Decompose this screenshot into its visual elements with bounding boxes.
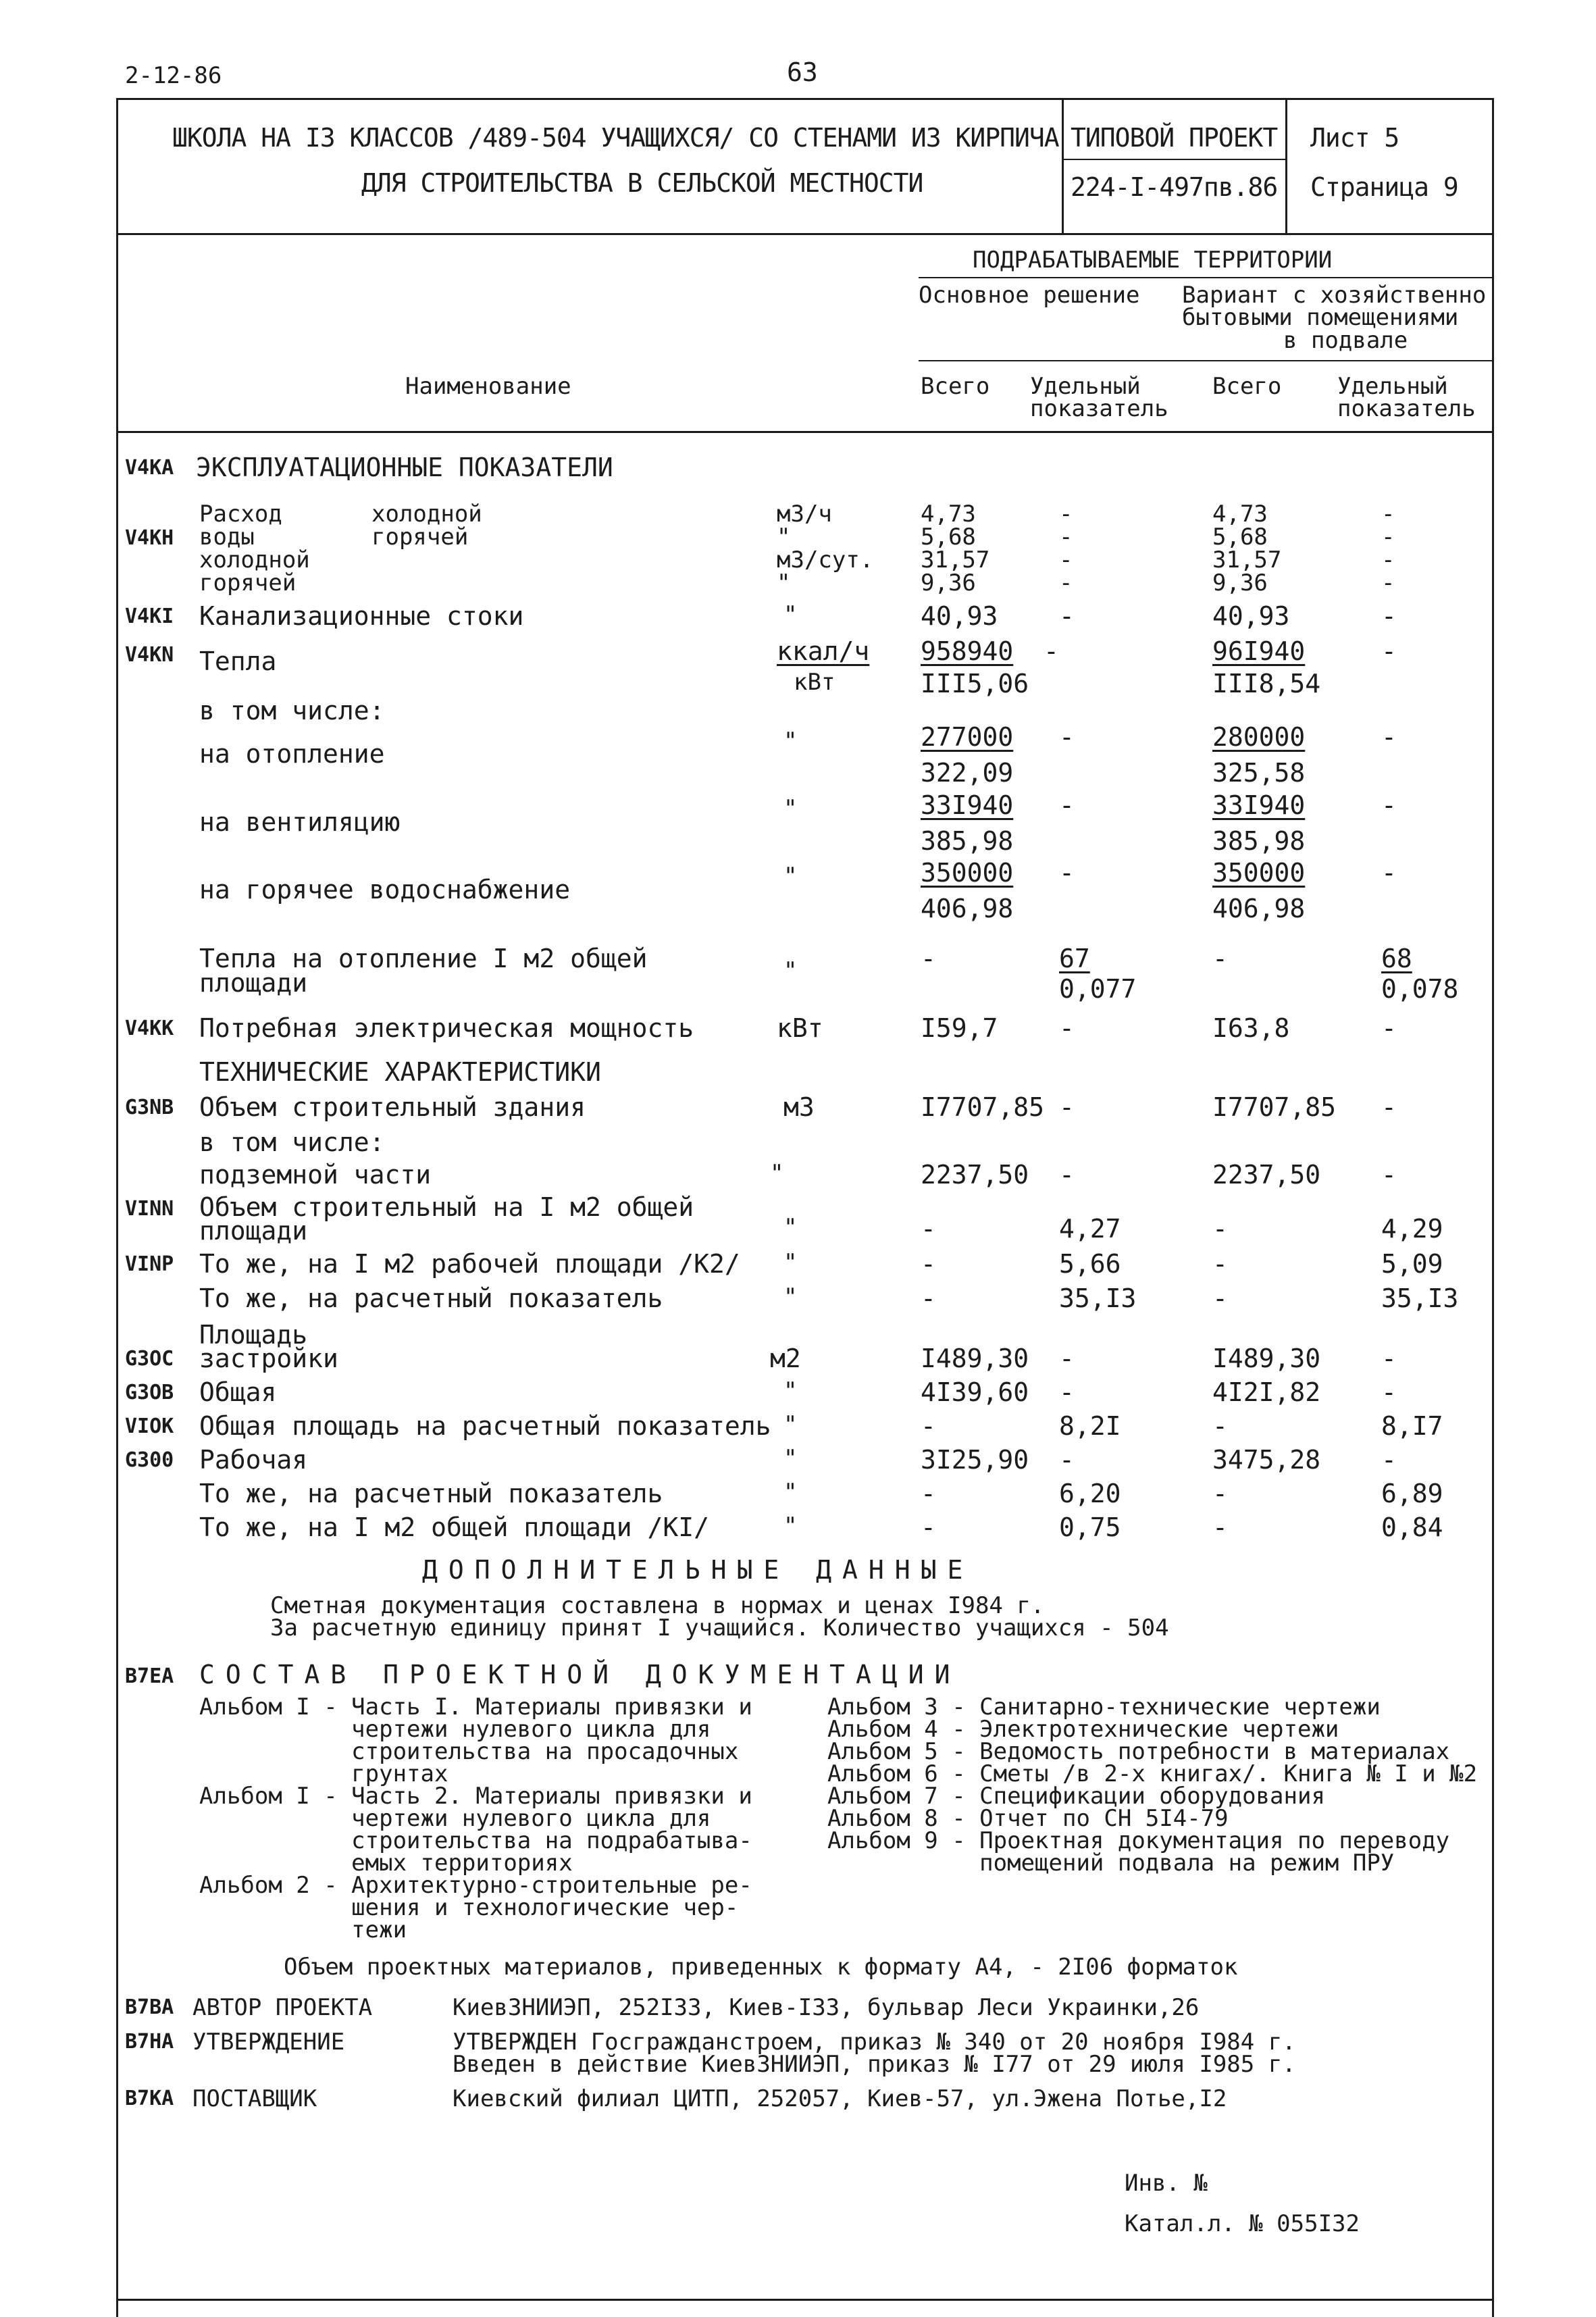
cell: - bbox=[1044, 636, 1059, 666]
composition-item: строительства на просадочных bbox=[199, 1738, 739, 1765]
row-label: площади bbox=[199, 1216, 308, 1246]
stamp-title-line2: ДЛЯ СТРОИТЕЛЬСТВА В СЕЛЬСКОЙ МЕСТНОСТИ bbox=[361, 168, 923, 198]
cell: 8,2I bbox=[1059, 1411, 1121, 1441]
cell: - bbox=[1381, 858, 1397, 888]
unit: " bbox=[783, 1249, 798, 1276]
composition-item: Альбом 3 - Санитарно-технические чертежи bbox=[827, 1694, 1381, 1721]
cell: 67 bbox=[1059, 944, 1090, 973]
header-variant-line1: Вариант с хозяйственно bbox=[1182, 282, 1487, 309]
header-spec-1-line2: показатель bbox=[1030, 395, 1168, 422]
additional-line-1: Сметная документация составлена в нормах и ценах I984 г. bbox=[270, 1592, 1045, 1619]
composition-item: Альбом 9 - Проектная документация по переводу bbox=[827, 1827, 1450, 1854]
row-label: в том числе: bbox=[199, 696, 385, 725]
cell: - bbox=[921, 1214, 936, 1244]
cell: 385,98 bbox=[921, 826, 1014, 856]
row-code: V4КН bbox=[125, 526, 174, 550]
unit: " bbox=[783, 795, 798, 822]
cell: I7707,85 bbox=[921, 1092, 1045, 1122]
header-total-1: Всего bbox=[921, 373, 990, 400]
cell: 0,75 bbox=[1059, 1512, 1121, 1542]
cell: - bbox=[1059, 569, 1073, 596]
cell: 33I940 bbox=[921, 790, 1014, 820]
header-variant-line3: в подвале bbox=[1283, 327, 1408, 354]
row-code: V4КА bbox=[125, 456, 174, 480]
unit: " bbox=[770, 1160, 784, 1187]
cell: - bbox=[1381, 1445, 1397, 1475]
composition-volume: Объем проектных материалов, приведенных к формату А4, - 2I06 форматок bbox=[284, 1954, 1238, 1981]
cell: - bbox=[1381, 501, 1395, 528]
row-label: на горячее водоснабжение bbox=[199, 875, 571, 905]
unit: " bbox=[783, 1214, 798, 1241]
composition-item: строительства на подрабатыва- bbox=[199, 1827, 752, 1854]
author-label: АВТОР ПРОЕКТА bbox=[192, 1994, 373, 2021]
cell: - bbox=[1059, 601, 1075, 631]
cell: - bbox=[1381, 636, 1397, 666]
row-code: В7КА bbox=[125, 2087, 174, 2110]
row-label: подземной части bbox=[199, 1160, 432, 1190]
cell: 385,98 bbox=[1212, 826, 1306, 856]
row-label: Канализационные стоки bbox=[199, 601, 524, 631]
cell: 6,89 bbox=[1381, 1479, 1443, 1508]
row-label: То же, на I м2 рабочей площади /К2/ bbox=[199, 1249, 740, 1279]
cell: - bbox=[921, 1512, 936, 1542]
composition-item: Альбом 2 - Архитектурно-строительные ре- bbox=[199, 1872, 752, 1899]
unit: м3/ч bbox=[777, 501, 832, 528]
cell: I489,30 bbox=[921, 1344, 1029, 1373]
header-total-2: Всего bbox=[1212, 373, 1282, 400]
row-label: То же, на расчетный показатель bbox=[199, 1283, 663, 1313]
row-code: G300 bbox=[125, 1448, 174, 1472]
row-label: То же, на I м2 общей площади /КI/ bbox=[199, 1512, 709, 1542]
cell: 40,93 bbox=[1212, 601, 1290, 631]
composition-item: чертежи нулевого цикла для bbox=[199, 1716, 711, 1743]
cell: 35,I3 bbox=[1059, 1283, 1137, 1313]
row-label: Площадь bbox=[199, 1320, 308, 1350]
cell: - bbox=[1212, 1283, 1228, 1313]
row-label: на вентиляцию bbox=[199, 807, 401, 837]
cell: - bbox=[1381, 1377, 1397, 1407]
unit: " bbox=[777, 569, 791, 596]
cell: 958940 bbox=[921, 636, 1014, 666]
cell: 4,27 bbox=[1059, 1214, 1121, 1244]
cell: - bbox=[1059, 722, 1075, 752]
header-group: ПОДРАБАТЫВАЕМЫЕ ТЕРРИТОРИИ bbox=[973, 247, 1333, 274]
row-code: В7ЕА bbox=[125, 1664, 174, 1688]
header-name: Наименование bbox=[405, 373, 571, 400]
cell: - bbox=[1212, 944, 1228, 973]
unit: " bbox=[783, 1411, 798, 1438]
cell: 0,078 bbox=[1381, 974, 1459, 1004]
cell: - bbox=[1381, 524, 1395, 551]
row-label: холодной bbox=[199, 546, 310, 574]
unit: " bbox=[783, 1479, 798, 1506]
cell: 5,68 bbox=[1212, 524, 1268, 551]
unit: " bbox=[783, 1445, 798, 1472]
stamp-bottom-line bbox=[116, 233, 1494, 235]
row-label: То же, на расчетный показатель bbox=[199, 1479, 663, 1508]
catalog-sheet-number: Катал.л. № 055I32 bbox=[1125, 2210, 1360, 2237]
row-label: площади bbox=[199, 968, 308, 998]
row-code: G3OB bbox=[125, 1381, 174, 1404]
cell: 5,09 bbox=[1381, 1249, 1443, 1279]
composition-item: тежи bbox=[199, 1916, 407, 1943]
cell: - bbox=[1381, 790, 1397, 820]
cell: - bbox=[1059, 858, 1075, 888]
row-label: Тепла bbox=[199, 646, 277, 676]
header-main: Основное решение bbox=[919, 282, 1140, 309]
unit: " bbox=[783, 1283, 798, 1310]
cell: 8,I7 bbox=[1381, 1411, 1443, 1441]
author-text: КиевЗНИИЭП, 252I33, Киев-I33, бульвар Леси Украинки,26 bbox=[453, 1994, 1200, 2021]
cell: - bbox=[1381, 569, 1395, 596]
supplier-text: Киевский филиал ЦИТП, 252057, Киев-57, ул.Эжена Потье,I2 bbox=[453, 2085, 1227, 2112]
cell: 31,57 bbox=[921, 546, 990, 574]
stamp-project-code: 224-I-497пв.86 bbox=[1071, 172, 1278, 202]
approval-line-1: УТВЕРЖДЕН Госгражданстроем, приказ № 340 от 20 ноября I984 г. bbox=[453, 2029, 1296, 2056]
cell: 0,84 bbox=[1381, 1512, 1443, 1542]
unit: " bbox=[783, 1512, 798, 1539]
cell: 350000 bbox=[1212, 858, 1306, 888]
row-code: В7ВА bbox=[125, 1995, 174, 2019]
cell: 350000 bbox=[921, 858, 1014, 888]
page-number: 63 bbox=[787, 57, 818, 87]
cell: - bbox=[1212, 1411, 1228, 1441]
cell: - bbox=[1059, 1160, 1075, 1190]
cell: 406,98 bbox=[921, 894, 1014, 923]
approval-label: УТВЕРЖДЕНИЕ bbox=[192, 2029, 345, 2056]
cell: - bbox=[1381, 1160, 1397, 1190]
row-label: Тепла на отопление I м2 общей bbox=[199, 944, 648, 973]
cell: - bbox=[1212, 1214, 1228, 1244]
header-sub-line bbox=[919, 360, 1492, 361]
unit: м3 bbox=[783, 1092, 815, 1122]
cell: III8,54 bbox=[1212, 669, 1321, 698]
composition-item: Альбом 7 - Спецификации оборудования bbox=[827, 1783, 1325, 1810]
stamp-divider-h bbox=[1062, 159, 1287, 160]
section-title: ТЕХНИЧЕСКИЕ ХАРАКТЕРИСТИКИ bbox=[199, 1057, 601, 1087]
cell: - bbox=[1059, 546, 1073, 574]
unit: ккал/ч bbox=[777, 636, 870, 666]
cell: - bbox=[1212, 1249, 1228, 1279]
cell: 33I940 bbox=[1212, 790, 1306, 820]
composition-item: помещений подвала на режим ПРУ bbox=[827, 1850, 1395, 1877]
unit: " bbox=[777, 524, 791, 551]
row-label: Потребная электрическая мощность bbox=[199, 1013, 694, 1043]
unit: м2 bbox=[770, 1344, 801, 1373]
additional-line-2: За расчетную единицу принят I учащийся. Количество учащихся - 504 bbox=[270, 1614, 1169, 1641]
row-label: Объем строительный на I м2 общей bbox=[199, 1192, 694, 1222]
row-code: G3OC bbox=[125, 1347, 174, 1371]
inventory-number: Инв. № bbox=[1125, 2170, 1208, 2197]
cell: 3475,28 bbox=[1212, 1445, 1321, 1475]
row-label: Общая площадь на расчетный показатель bbox=[199, 1411, 771, 1441]
composition-item: Альбом 5 - Ведомость потребности в материалах bbox=[827, 1738, 1450, 1765]
cell: I489,30 bbox=[1212, 1344, 1321, 1373]
cell: 4,29 bbox=[1381, 1214, 1443, 1244]
row-label: холодной bbox=[371, 501, 482, 528]
cell: - bbox=[1381, 546, 1395, 574]
cell: - bbox=[1381, 1092, 1397, 1122]
cell: 5,68 bbox=[921, 524, 976, 551]
cell: - bbox=[921, 1479, 936, 1508]
row-code: V4КN bbox=[125, 643, 174, 667]
stamp-sheet: Лист 5 bbox=[1310, 123, 1399, 153]
cell: - bbox=[921, 944, 936, 973]
frame-top bbox=[116, 98, 1494, 100]
cell: 280000 bbox=[1212, 722, 1306, 752]
composition-item: чертежи нулевого цикла для bbox=[199, 1805, 711, 1832]
cell: - bbox=[1059, 1445, 1075, 1475]
row-code: VINN bbox=[125, 1197, 174, 1221]
row-label: воды bbox=[199, 524, 255, 551]
composition-item: Альбом 8 - Отчет по СН 5I4-79 bbox=[827, 1805, 1229, 1832]
supplier-label: ПОСТАВЩИК bbox=[192, 2085, 317, 2112]
composition-item: Альбом 4 - Электротехнические чертежи bbox=[827, 1716, 1339, 1743]
stamp-divider-1 bbox=[1062, 98, 1064, 233]
unit: м3/сут. bbox=[777, 546, 874, 574]
cell: - bbox=[1212, 1479, 1228, 1508]
cell: 31,57 bbox=[1212, 546, 1282, 574]
frame-bottom bbox=[116, 2299, 1494, 2301]
cell: 4,73 bbox=[1212, 501, 1268, 528]
composition-item: Альбом I - Часть I. Материалы привязки и bbox=[199, 1694, 752, 1721]
stamp-page: Страница 9 bbox=[1310, 172, 1458, 202]
cell: 35,I3 bbox=[1381, 1283, 1459, 1313]
cell: 9,36 bbox=[1212, 569, 1268, 596]
stamp-divider-2 bbox=[1285, 98, 1287, 233]
row-label: в том числе: bbox=[199, 1127, 385, 1157]
cell: 3I25,90 bbox=[921, 1445, 1029, 1475]
cell: I7707,85 bbox=[1212, 1092, 1337, 1122]
unit: " bbox=[783, 728, 798, 755]
header-spec-2-line1: Удельный bbox=[1337, 373, 1448, 400]
unit: кВт bbox=[777, 1013, 823, 1043]
row-code: G3NB bbox=[125, 1096, 174, 1119]
cell: 96I940 bbox=[1212, 636, 1306, 666]
cell: I59,7 bbox=[921, 1013, 998, 1043]
cell: 277000 bbox=[921, 722, 1014, 752]
row-code: В7НА bbox=[125, 2030, 174, 2054]
cell: 4I2I,82 bbox=[1212, 1377, 1321, 1407]
row-label: застройки bbox=[199, 1344, 338, 1373]
cell: - bbox=[1381, 1013, 1397, 1043]
cell: 4I39,60 bbox=[921, 1377, 1029, 1407]
row-code: VIOK bbox=[125, 1415, 174, 1438]
cell: 322,09 bbox=[921, 758, 1014, 788]
unit: " bbox=[783, 957, 798, 984]
cell: - bbox=[1059, 1377, 1075, 1407]
unit: " bbox=[783, 863, 798, 890]
row-label: Объем строительный здания bbox=[199, 1092, 586, 1122]
row-label: горячей bbox=[371, 524, 469, 551]
cell: 325,58 bbox=[1212, 758, 1306, 788]
stamp-project-label: ТИПОВОЙ ПРОЕКТ bbox=[1071, 123, 1278, 153]
cell: 40,93 bbox=[921, 601, 998, 631]
cell: - bbox=[1381, 601, 1397, 631]
cell: I63,8 bbox=[1212, 1013, 1290, 1043]
cell: 4,73 bbox=[921, 501, 976, 528]
approval-line-2: Введен в действие КиевЗНИИЭП, приказ № I77 от 29 июля I985 г. bbox=[453, 2051, 1296, 2078]
additional-data-title: ДОПОЛНИТЕЛЬНЫЕ ДАННЫЕ bbox=[422, 1555, 974, 1585]
cell: - bbox=[1059, 1013, 1075, 1043]
cell: - bbox=[1381, 1344, 1397, 1373]
cell: - bbox=[1059, 1092, 1075, 1122]
row-label: Рабочая bbox=[199, 1445, 308, 1475]
row-label: на отопление bbox=[199, 739, 385, 769]
cell: 5,66 bbox=[1059, 1249, 1121, 1279]
row-label: Общая bbox=[199, 1377, 277, 1407]
cell: - bbox=[1059, 790, 1075, 820]
header-bottom-line bbox=[116, 431, 1494, 433]
row-code: V4КК bbox=[125, 1017, 174, 1040]
composition-item: Альбом I - Часть 2. Материалы привязки и bbox=[199, 1783, 752, 1810]
unit: кВт bbox=[794, 669, 835, 696]
stamp-title-line1: ШКОЛА НА I3 КЛАССОВ /489-504 УЧАЩИХСЯ/ СО СТЕНАМИ ИЗ КИРПИЧА bbox=[172, 123, 1059, 153]
cell: 0,077 bbox=[1059, 974, 1137, 1004]
composition-item: емых территориях bbox=[199, 1850, 573, 1877]
document-date: 2-12-86 bbox=[125, 62, 222, 89]
row-label: Расход bbox=[199, 501, 282, 528]
cell: - bbox=[1381, 722, 1397, 752]
cell: 2237,50 bbox=[1212, 1160, 1321, 1190]
row-code: V4КI bbox=[125, 605, 174, 628]
cell: 2237,50 bbox=[921, 1160, 1029, 1190]
cell: III5,06 bbox=[921, 669, 1029, 698]
header-spec-1-line1: Удельный bbox=[1030, 373, 1141, 400]
header-variant-line2: бытовыми помещениями bbox=[1182, 304, 1459, 331]
cell: - bbox=[921, 1411, 936, 1441]
cell: - bbox=[1059, 1344, 1075, 1373]
cell: - bbox=[1212, 1512, 1228, 1542]
composition-item: грунтах bbox=[199, 1760, 448, 1787]
unit: " bbox=[783, 1377, 798, 1404]
cell: 9,36 bbox=[921, 569, 976, 596]
cell: - bbox=[921, 1283, 936, 1313]
cell: 6,20 bbox=[1059, 1479, 1121, 1508]
cell: - bbox=[1059, 524, 1073, 551]
composition-title: СОСТАВ ПРОЕКТНОЙ ДОКУМЕНТАЦИИ bbox=[199, 1660, 961, 1689]
cell: 406,98 bbox=[1212, 894, 1306, 923]
cell: - bbox=[921, 1249, 936, 1279]
cell: - bbox=[1059, 501, 1073, 528]
composition-item: Альбом 6 - Сметы /в 2-х книгах/. Книга № I и №2 bbox=[827, 1760, 1478, 1787]
unit: " bbox=[783, 601, 798, 628]
cell: 68 bbox=[1381, 944, 1412, 973]
row-label: горячей bbox=[199, 569, 297, 596]
section-title: ЭКСПЛУАТАЦИОННЫЕ ПОКАЗАТЕЛИ bbox=[196, 453, 613, 482]
row-code: VINP bbox=[125, 1252, 174, 1276]
header-spec-2-line2: показатель bbox=[1337, 395, 1476, 422]
composition-item: шения и технологические чер- bbox=[199, 1894, 739, 1921]
header-group-line bbox=[919, 277, 1492, 278]
